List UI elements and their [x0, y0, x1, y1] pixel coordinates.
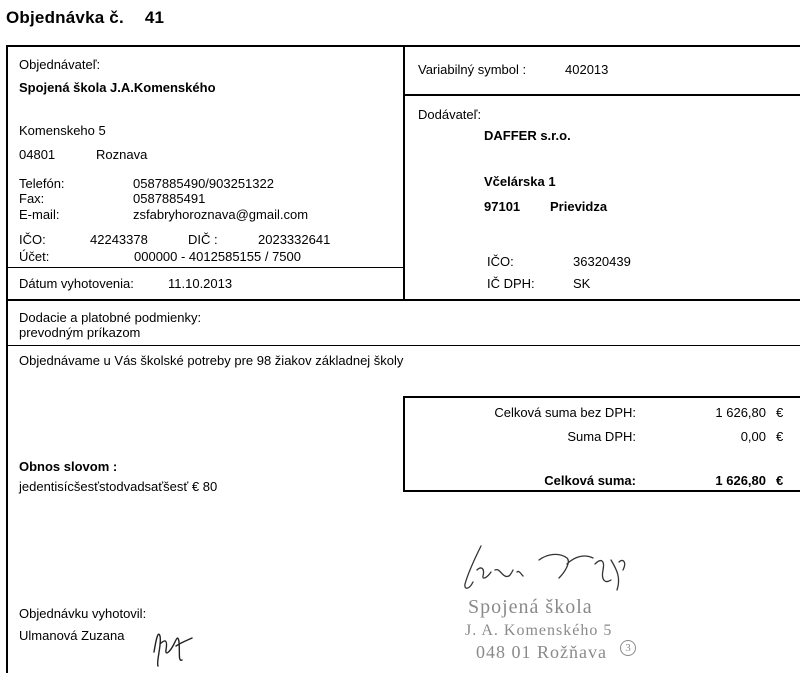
date-label: Dátum vyhotovenia: — [19, 276, 134, 291]
buyer-street: Komenskeho 5 — [19, 123, 106, 138]
divider-varsym — [403, 94, 800, 96]
total-value: 1 626,80 — [715, 473, 766, 488]
supplier-icdph-value: SK — [573, 276, 591, 291]
issuer-name: Ulmanová Zuzana — [19, 628, 125, 643]
stamp-line3: 048 01 Rožňava — [476, 642, 607, 662]
buyer-name: Spojená škola J.A.Komenského — [19, 80, 216, 95]
supplier-zip: 97101 — [484, 199, 521, 214]
fax-value: 0587885491 — [133, 191, 206, 206]
net-value: 1 626,80 — [715, 405, 766, 420]
order-title — [6, 8, 164, 28]
varsym-label: Variabilný symbol : — [418, 62, 527, 77]
net-label: Celková suma bez DPH: — [494, 405, 636, 420]
terms-label: Dodacie a platobné podmienky: — [19, 310, 202, 325]
order-title-label: Objednávka č. — [6, 8, 124, 27]
supplier-city: Prievidza — [550, 199, 608, 214]
phone-label: Telefón: — [19, 176, 65, 191]
net-currency: € — [776, 405, 784, 420]
supplier-ico-label: IČO: — [487, 254, 514, 269]
supplier-street: Včelárska 1 — [484, 174, 556, 189]
supplier-ico-value: 36320439 — [573, 254, 631, 269]
email-value: zsfabryhoroznava@gmail.com — [133, 207, 309, 222]
vat-label: Suma DPH: — [567, 429, 636, 444]
supplier-heading: Dodávateľ: — [418, 107, 482, 122]
buyer-dic-label: DIČ : — [188, 232, 218, 247]
frame-middle — [403, 45, 405, 300]
stamp-line2: J. A. Komenského 5 — [465, 622, 613, 639]
words-label: Obnos slovom : — [19, 459, 118, 474]
divider-date — [6, 267, 404, 268]
divider-terms — [6, 345, 800, 346]
buyer-ico-value: 42243378 — [90, 232, 148, 247]
buyer-city: Roznava — [96, 147, 148, 162]
director-signature — [455, 540, 640, 595]
supplier-name: DAFFER s.r.o. — [484, 128, 571, 143]
words-value: jedentisícšesťstodvadsaťšesť € 80 — [19, 479, 218, 494]
buyer-heading: Objednávateľ: — [19, 57, 101, 72]
order-number: 41 — [144, 8, 165, 27]
vat-currency: € — [776, 429, 784, 444]
stamp-line1: Spojená škola — [468, 596, 593, 618]
terms-value: prevodným príkazom — [19, 325, 141, 340]
vat-value: 0,00 — [740, 429, 766, 444]
phone-value: 0587885490/903251322 — [133, 176, 274, 191]
buyer-dic-value: 2023332641 — [258, 232, 331, 247]
frame-left — [6, 45, 8, 673]
total-currency: € — [776, 473, 784, 488]
order-description: Objednávame u Vás školské potreby pre 98 žiakov základnej školy — [19, 353, 404, 368]
email-label: E-mail: — [19, 207, 60, 222]
buyer-ico-label: IČO: — [19, 232, 46, 247]
account-value: 000000 - 4012585155 / 7500 — [134, 249, 301, 264]
total-label: Celková suma: — [544, 473, 636, 488]
fax-label: Fax: — [19, 191, 45, 206]
divider-header — [6, 299, 800, 301]
stamp-mark: 3 — [620, 640, 636, 656]
account-label: Účet: — [19, 249, 50, 264]
issuer-label: Objednávku vyhotovil: — [19, 606, 147, 621]
buyer-zip: 04801 — [19, 147, 56, 162]
date-value: 11.10.2013 — [168, 276, 233, 291]
issuer-signature — [148, 622, 196, 668]
varsym-value: 402013 — [565, 62, 609, 77]
supplier-icdph-label: IČ DPH: — [487, 276, 535, 291]
